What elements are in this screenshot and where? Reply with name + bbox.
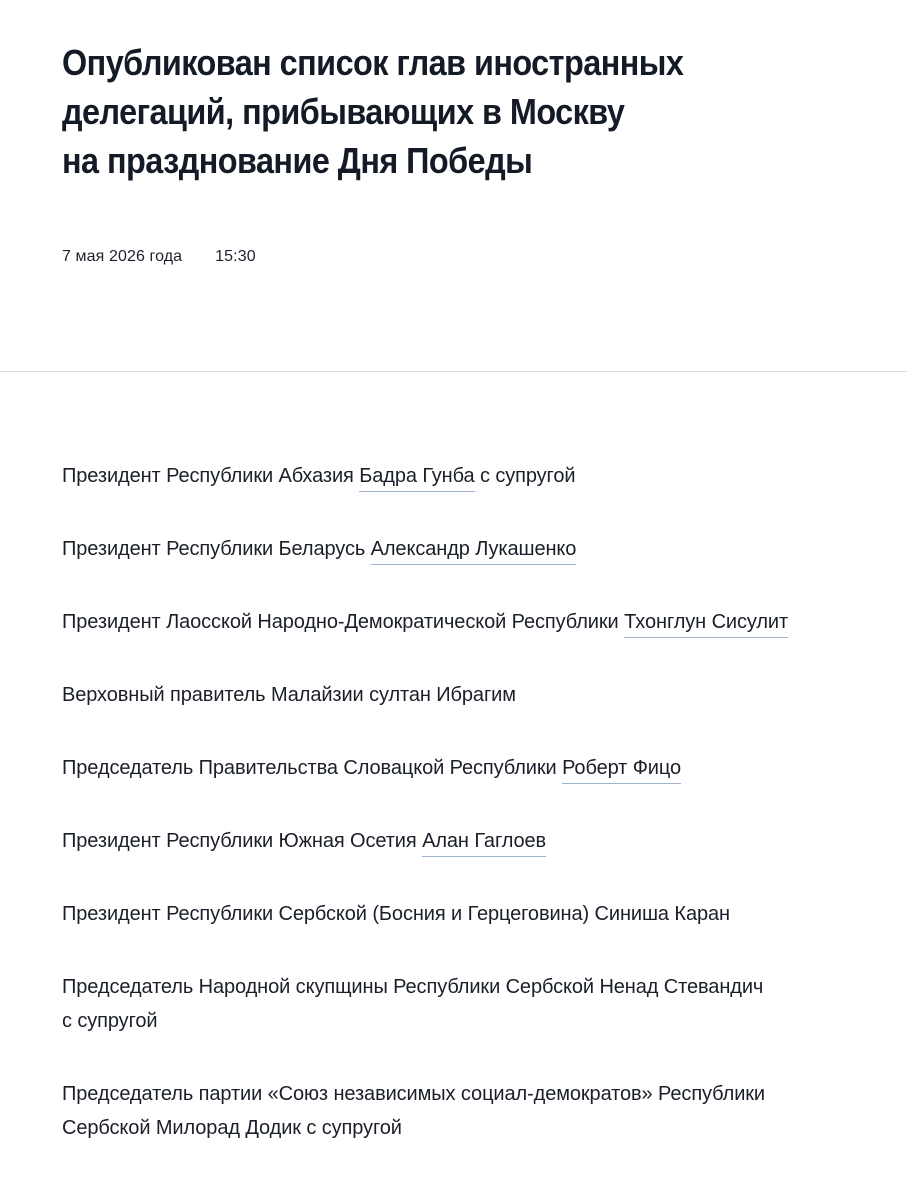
list-item-text: Председатель партии «Союз независимых социал-демократов» Республики xyxy=(62,1083,765,1105)
page-title xyxy=(62,38,782,185)
list-item-text: Президент Республики Сербской (Босния и Герцеговина) Синиша Каран xyxy=(62,903,730,925)
article-header xyxy=(62,38,862,185)
list-item xyxy=(62,751,862,785)
list-item-text: Сербской Милорад Додик с супругой xyxy=(62,1117,402,1139)
list-item-text: Верховный правитель Малайзии султан Ибрагим xyxy=(62,684,516,706)
list-item xyxy=(62,970,862,1038)
person-link[interactable]: Александр Лукашенко xyxy=(371,538,577,565)
delegation-list xyxy=(62,459,862,1184)
list-item-text: с супругой xyxy=(62,1010,158,1032)
list-item-text: Президент Лаосской Народно-Демократической Республики xyxy=(62,611,625,633)
person-link[interactable]: Роберт Фицо xyxy=(562,757,681,784)
list-item xyxy=(62,1077,862,1145)
title-line: Опубликован список глав иностранных xyxy=(62,42,684,83)
list-item-text: Председатель Правительства Словацкой Республики xyxy=(62,757,563,779)
list-item xyxy=(62,824,862,858)
list-item-text: Президент Республики Южная Осетия xyxy=(62,830,423,852)
list-item xyxy=(62,678,862,712)
publish-time: 15:30 xyxy=(215,248,256,265)
divider xyxy=(0,371,907,372)
publish-date: 7 мая 2026 года xyxy=(62,248,183,265)
person-link[interactable]: Алан Гаглоев xyxy=(422,830,546,857)
list-item xyxy=(62,897,862,931)
list-item xyxy=(62,532,862,566)
list-item-text: Председатель Народной скупщины Республики Сербской Ненад Стевандич xyxy=(62,976,764,998)
list-item xyxy=(62,605,862,639)
list-item-text: Президент Республики Беларусь xyxy=(62,538,371,560)
title-line: на празднование Дня Победы xyxy=(62,140,533,181)
title-line: делегаций, прибывающих в Москву xyxy=(62,91,625,132)
list-item xyxy=(62,459,862,493)
list-item-text: Президент Республики Абхазия xyxy=(62,465,360,487)
person-link[interactable]: Бадра Гунба xyxy=(359,465,474,492)
person-link[interactable]: Тхонглун Сисулит xyxy=(624,611,788,638)
article-meta xyxy=(62,248,256,266)
list-item-text: с супругой xyxy=(474,465,576,487)
